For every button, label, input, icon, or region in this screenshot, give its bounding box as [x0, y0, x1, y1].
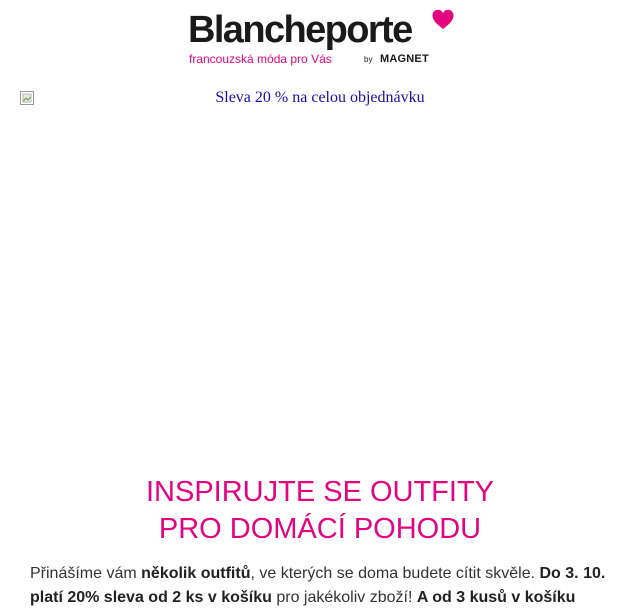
headline-line-2: PRO DOMÁCÍ POHODU — [158, 513, 482, 545]
banner-alt-text: Sleva 20 % na celou objednávku — [215, 89, 425, 106]
logo-by-text: by — [364, 55, 373, 64]
logo-partner-name: MAGNET — [380, 53, 429, 65]
intro-text-3: pro jakékoliv zboží! — [271, 589, 417, 606]
email-header — [0, 0, 640, 80]
intro-bold-2: Do 3. 10. platí 20% sleva od 2 ks v košíku — [30, 565, 606, 606]
intro-text-2: , ve kterých se doma budete cítit skvěle. — [250, 565, 540, 582]
headline-line-1: INSPIRUJTE SE OUTFITY — [145, 476, 495, 508]
page-headline — [0, 474, 640, 548]
promo-banner-link[interactable] — [18, 88, 622, 448]
intro-text-1: Přinášíme vám — [30, 565, 142, 582]
intro-bold-3: A od 3 kusů v košíku — [416, 589, 576, 606]
blancheporte-logo-link[interactable] — [188, 6, 458, 68]
intro-paragraph — [30, 562, 610, 610]
intro-bold-1: několik outfitů — [141, 565, 251, 582]
heart-icon — [431, 8, 455, 32]
logo-tagline: francouzská móda pro Vás — [189, 52, 332, 66]
logo-wordmark: Blancheporte — [188, 9, 412, 51]
